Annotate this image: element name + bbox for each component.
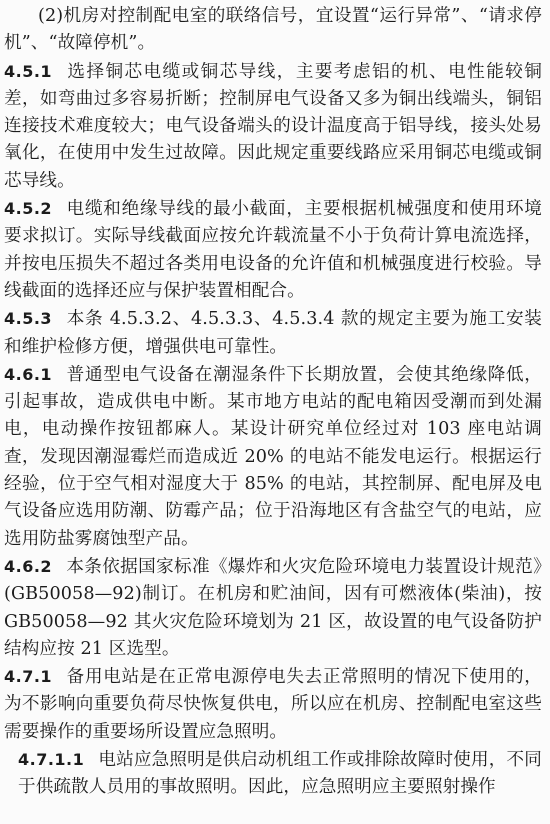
clause-4-5-1 bbox=[4, 58, 542, 195]
clause-text: 电站应急照明是供启动机组工作或排除故障时使用，不同于供疏散人员用的事故照明。因此，应急照明应主要照射操作 bbox=[18, 750, 542, 798]
clause-number: 4.6.2 bbox=[4, 556, 53, 576]
clause-text: 普通型电气设备在潮湿条件下长期放置，会使其绝缘降低，引起事故，造成供电中断。某市地方电站的配电箱因受潮而到处漏电，电动操作按钮都麻人。某设计研究单位经过对 103 座电站调查，发现因潮湿霉烂而造成近 20% 的电站不能发电运行。根据运行经验，位于空气相对湿度大于 85% 的电站，其控制屏、配电屏及电气设备应选用防潮、防霉产品；位于沿海地区有含盐空气的电站，应选用防盐雾腐蚀型产品。 bbox=[4, 364, 542, 549]
clause-4-6-2 bbox=[4, 553, 542, 663]
clause-number: 4.5.1 bbox=[4, 61, 53, 81]
paragraph-text: (2)机房对控制配电室的联络信号，宜设置“运行异常”、“请求停机”、“故障停机”。 bbox=[4, 6, 542, 54]
clause-4-7-1-1 bbox=[4, 746, 542, 802]
paragraph-intro bbox=[4, 3, 542, 58]
clause-text: 本条依据国家标准《爆炸和火灾危险环境电力装置设计规范》(GB50058—92)制订。在机房和贮油间，因有可燃液体(柴油)，按 GB50058—92 其火灾危险环境划为 21 区，故设置的电气设备防护结构应按 21 区选型。 bbox=[4, 556, 542, 659]
clause-4-5-2 bbox=[4, 195, 542, 305]
clause-4-6-1 bbox=[4, 361, 542, 553]
clause-4-7-1 bbox=[4, 663, 542, 746]
clause-number: 4.7.1.1 bbox=[18, 750, 85, 770]
clause-number: 4.7.1 bbox=[4, 667, 53, 687]
clause-text: 本条 4.5.3.2、4.5.3.3、4.5.3.4 款的规定主要为施工安装和维护检修方便，增强供电可靠性。 bbox=[4, 309, 542, 357]
clause-text: 选择铜芯电缆或铜芯导线，主要考虑铝的机、电性能较铜差，如弯曲过多容易折断；控制屏电气设备又多为铜出线端头，铜铝连接技术难度较大；电气设备端头的设计温度高于铝导线，接头处易氧化，在使用中发生过故障。因此规定重要线路应采用铜芯电缆或铜芯导线。 bbox=[4, 61, 542, 191]
clause-number: 4.5.3 bbox=[4, 309, 53, 329]
clause-number: 4.5.2 bbox=[4, 199, 53, 219]
clause-4-5-3 bbox=[4, 305, 542, 361]
clause-text: 备用电站是在正常电源停电失去正常照明的情况下使用的，为不影响向重要负荷尽快恢复供电，所以应在机房、控制配电室这些需要操作的重要场所设置应急照明。 bbox=[4, 667, 542, 742]
clause-number: 4.6.1 bbox=[4, 364, 53, 384]
clause-text: 电缆和绝缘导线的最小截面，主要根据机械强度和使用环境要求拟订。实际导线截面应按允许载流量不小于负荷计算电流选择，并按电压损失不超过各类用电设备的允许值和机械强度进行校验。导线截面的选择还应与保护装置相配合。 bbox=[4, 199, 542, 301]
